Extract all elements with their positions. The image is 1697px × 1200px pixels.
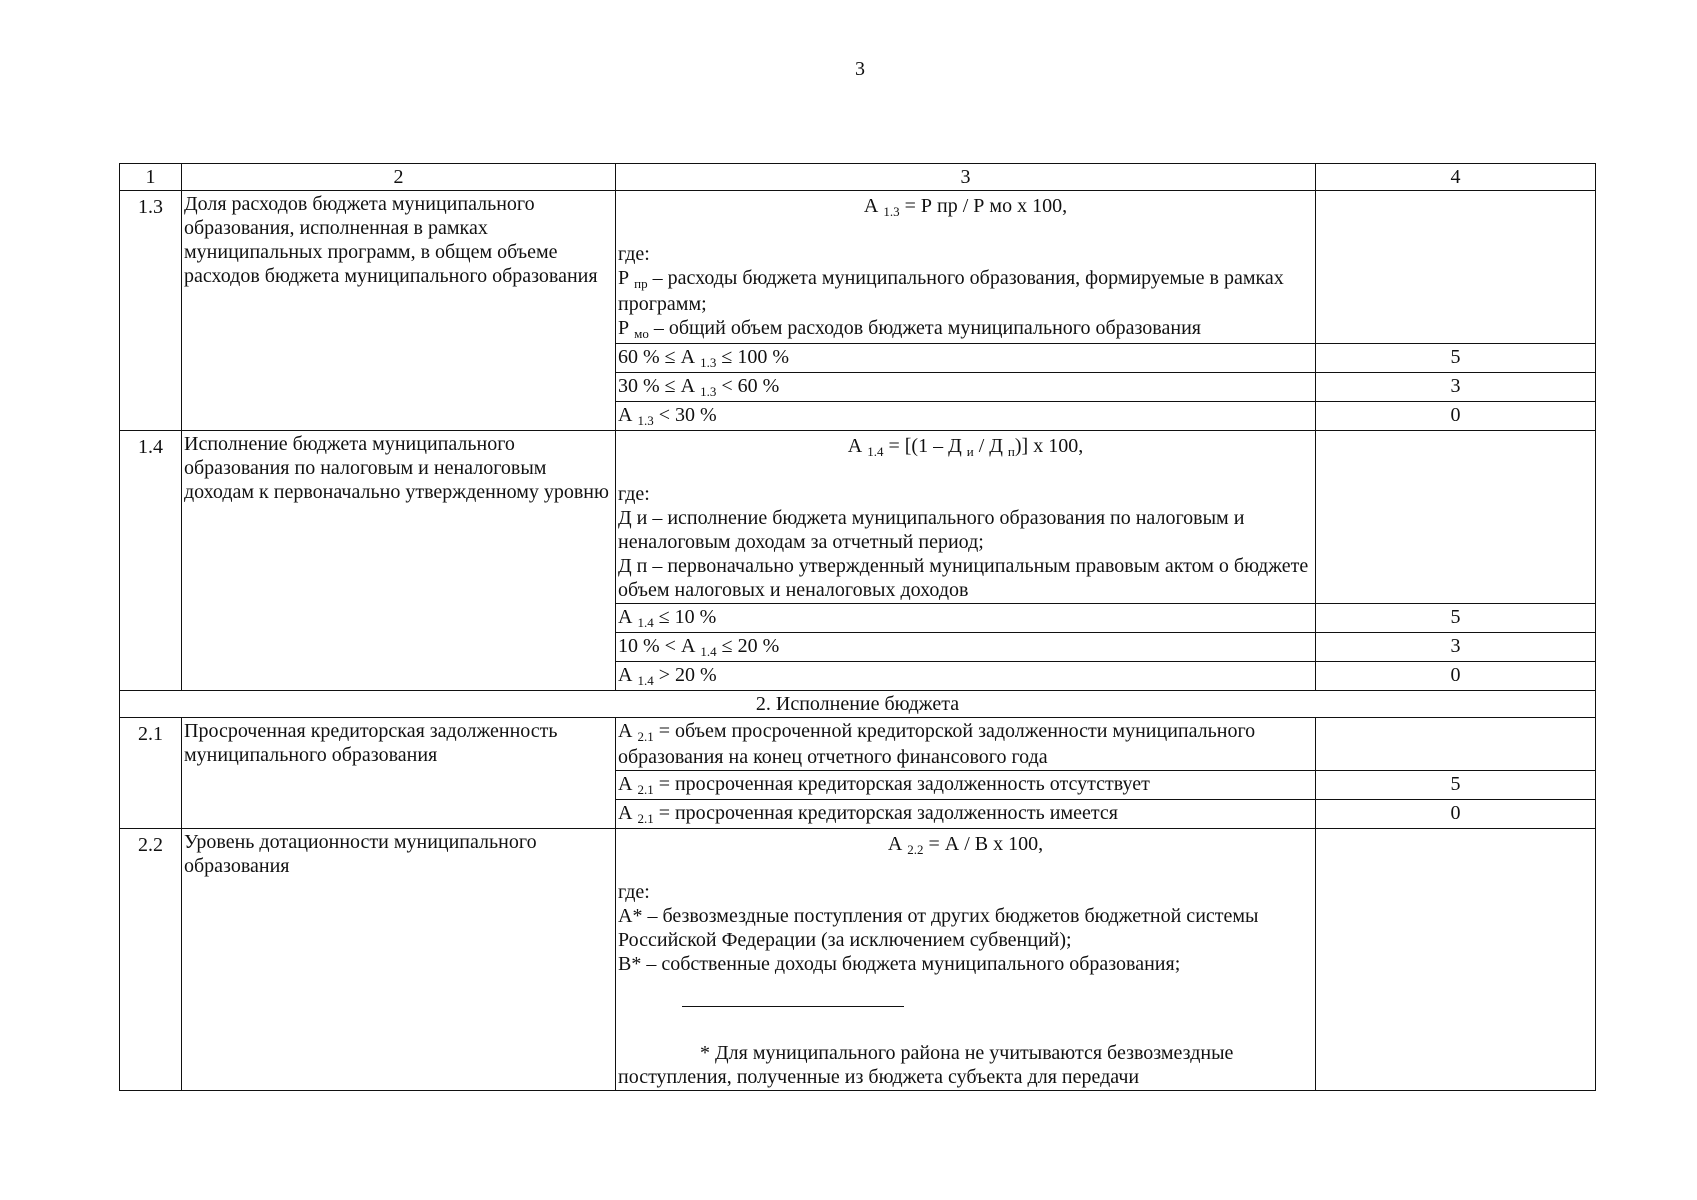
section-title: 2. Исполнение бюджета (120, 691, 1596, 718)
table-row (120, 718, 1596, 771)
definition: Р $_{мо}$ – общий объем расходов бюджета муниципального образования (618, 317, 1201, 341)
score: 5 (1316, 344, 1596, 373)
definition: В* – собственные доходы бюджета муниципального образования; (618, 953, 1181, 975)
score-cell (1316, 829, 1596, 1091)
table-header-row (120, 164, 1596, 191)
score: 3 (1316, 373, 1596, 402)
definition: Д и – исполнение бюджета муниципального образования по налоговым и неналоговым доходам за отчетный период; (618, 507, 1245, 553)
formula: А $_{1.4}$ = [(1 – Д $_и$ / Д $_п$)] х 100, (847, 435, 1084, 459)
condition: 10 % < А $_{1.4}$ ≤ 20 % (616, 633, 1316, 662)
condition: А $_{1.4}$ ≤ 10 % (616, 604, 1316, 633)
formula-cell (616, 829, 1316, 1091)
page-number: 3 (855, 58, 865, 80)
indicator-name: Исполнение бюджета муниципального образования по налоговым и неналоговым доходам к первоначально утвержденному уровню (182, 431, 616, 691)
condition: А $_{2.1}$ = просроченная кредиторская задолженность отсутствует (616, 771, 1316, 800)
score: 3 (1316, 633, 1596, 662)
footnote: * Для муниципального района не учитываются безвозмездные поступления, полученные из бюджета субъекта для передачи (618, 1042, 1234, 1088)
condition: 30 % ≤ А $_{1.3}$ < 60 % (616, 373, 1316, 402)
condition: А $_{1.4}$ > 20 % (616, 662, 1316, 691)
formula-cell (616, 431, 1316, 604)
definition: Р $_{пр}$ – расходы бюджета муниципального образования, формируемые в рамках программ; (618, 267, 1284, 315)
where-label: где: (618, 243, 650, 265)
indicator-name: Уровень дотационности муниципального образования (182, 829, 616, 1091)
header-col-3: 3 (616, 164, 1316, 191)
header-col-2: 2 (182, 164, 616, 191)
score: 5 (1316, 771, 1596, 800)
definition: А $_{2.1}$ = объем просроченной кредиторской задолженности муниципального образования на конец отчетного финансового года (616, 718, 1316, 771)
where-label: где: (618, 483, 650, 505)
footnote-divider (682, 1006, 904, 1007)
score: 0 (1316, 402, 1596, 431)
score: 0 (1316, 800, 1596, 829)
score: 0 (1316, 662, 1596, 691)
score-cell (1316, 431, 1596, 604)
score-cell (1316, 191, 1596, 344)
table-row (120, 829, 1596, 1091)
row-number: 2.2 (120, 829, 182, 1091)
criteria-table (119, 163, 1596, 1091)
formula: А $_{1.3}$ = Р пр / Р мо х 100, (863, 195, 1068, 219)
definition: Д п – первоначально утвержденный муниципальным правовым актом о бюджете объем налоговых и неналоговых доходов (618, 555, 1309, 601)
row-number: 1.3 (120, 191, 182, 431)
formula-cell (616, 191, 1316, 344)
section-row (120, 691, 1596, 718)
definition: А* – безвозмездные поступления от других бюджетов бюджетной системы Российской Федерации (за исключением субвенций); (618, 905, 1259, 951)
header-col-4: 4 (1316, 164, 1596, 191)
score: 5 (1316, 604, 1596, 633)
row-number: 2.1 (120, 718, 182, 829)
formula: А $_{2.2}$ = А / В х 100, (887, 833, 1044, 857)
indicator-name: Доля расходов бюджета муниципального образования, исполненная в рамках муниципальных программ, в общем объеме расходов бюджета муниципального образования (182, 191, 616, 431)
where-label: где: (618, 881, 650, 903)
condition: А $_{1.3}$ < 30 % (616, 402, 1316, 431)
condition: А $_{2.1}$ = просроченная кредиторская задолженность имеется (616, 800, 1316, 829)
condition: 60 % ≤ А $_{1.3}$ ≤ 100 % (616, 344, 1316, 373)
header-col-1: 1 (120, 164, 182, 191)
indicator-name: Просроченная кредиторская задолженность муниципального образования (182, 718, 616, 829)
table-row (120, 191, 1596, 344)
score-cell (1316, 718, 1596, 771)
table-row (120, 431, 1596, 604)
row-number: 1.4 (120, 431, 182, 691)
